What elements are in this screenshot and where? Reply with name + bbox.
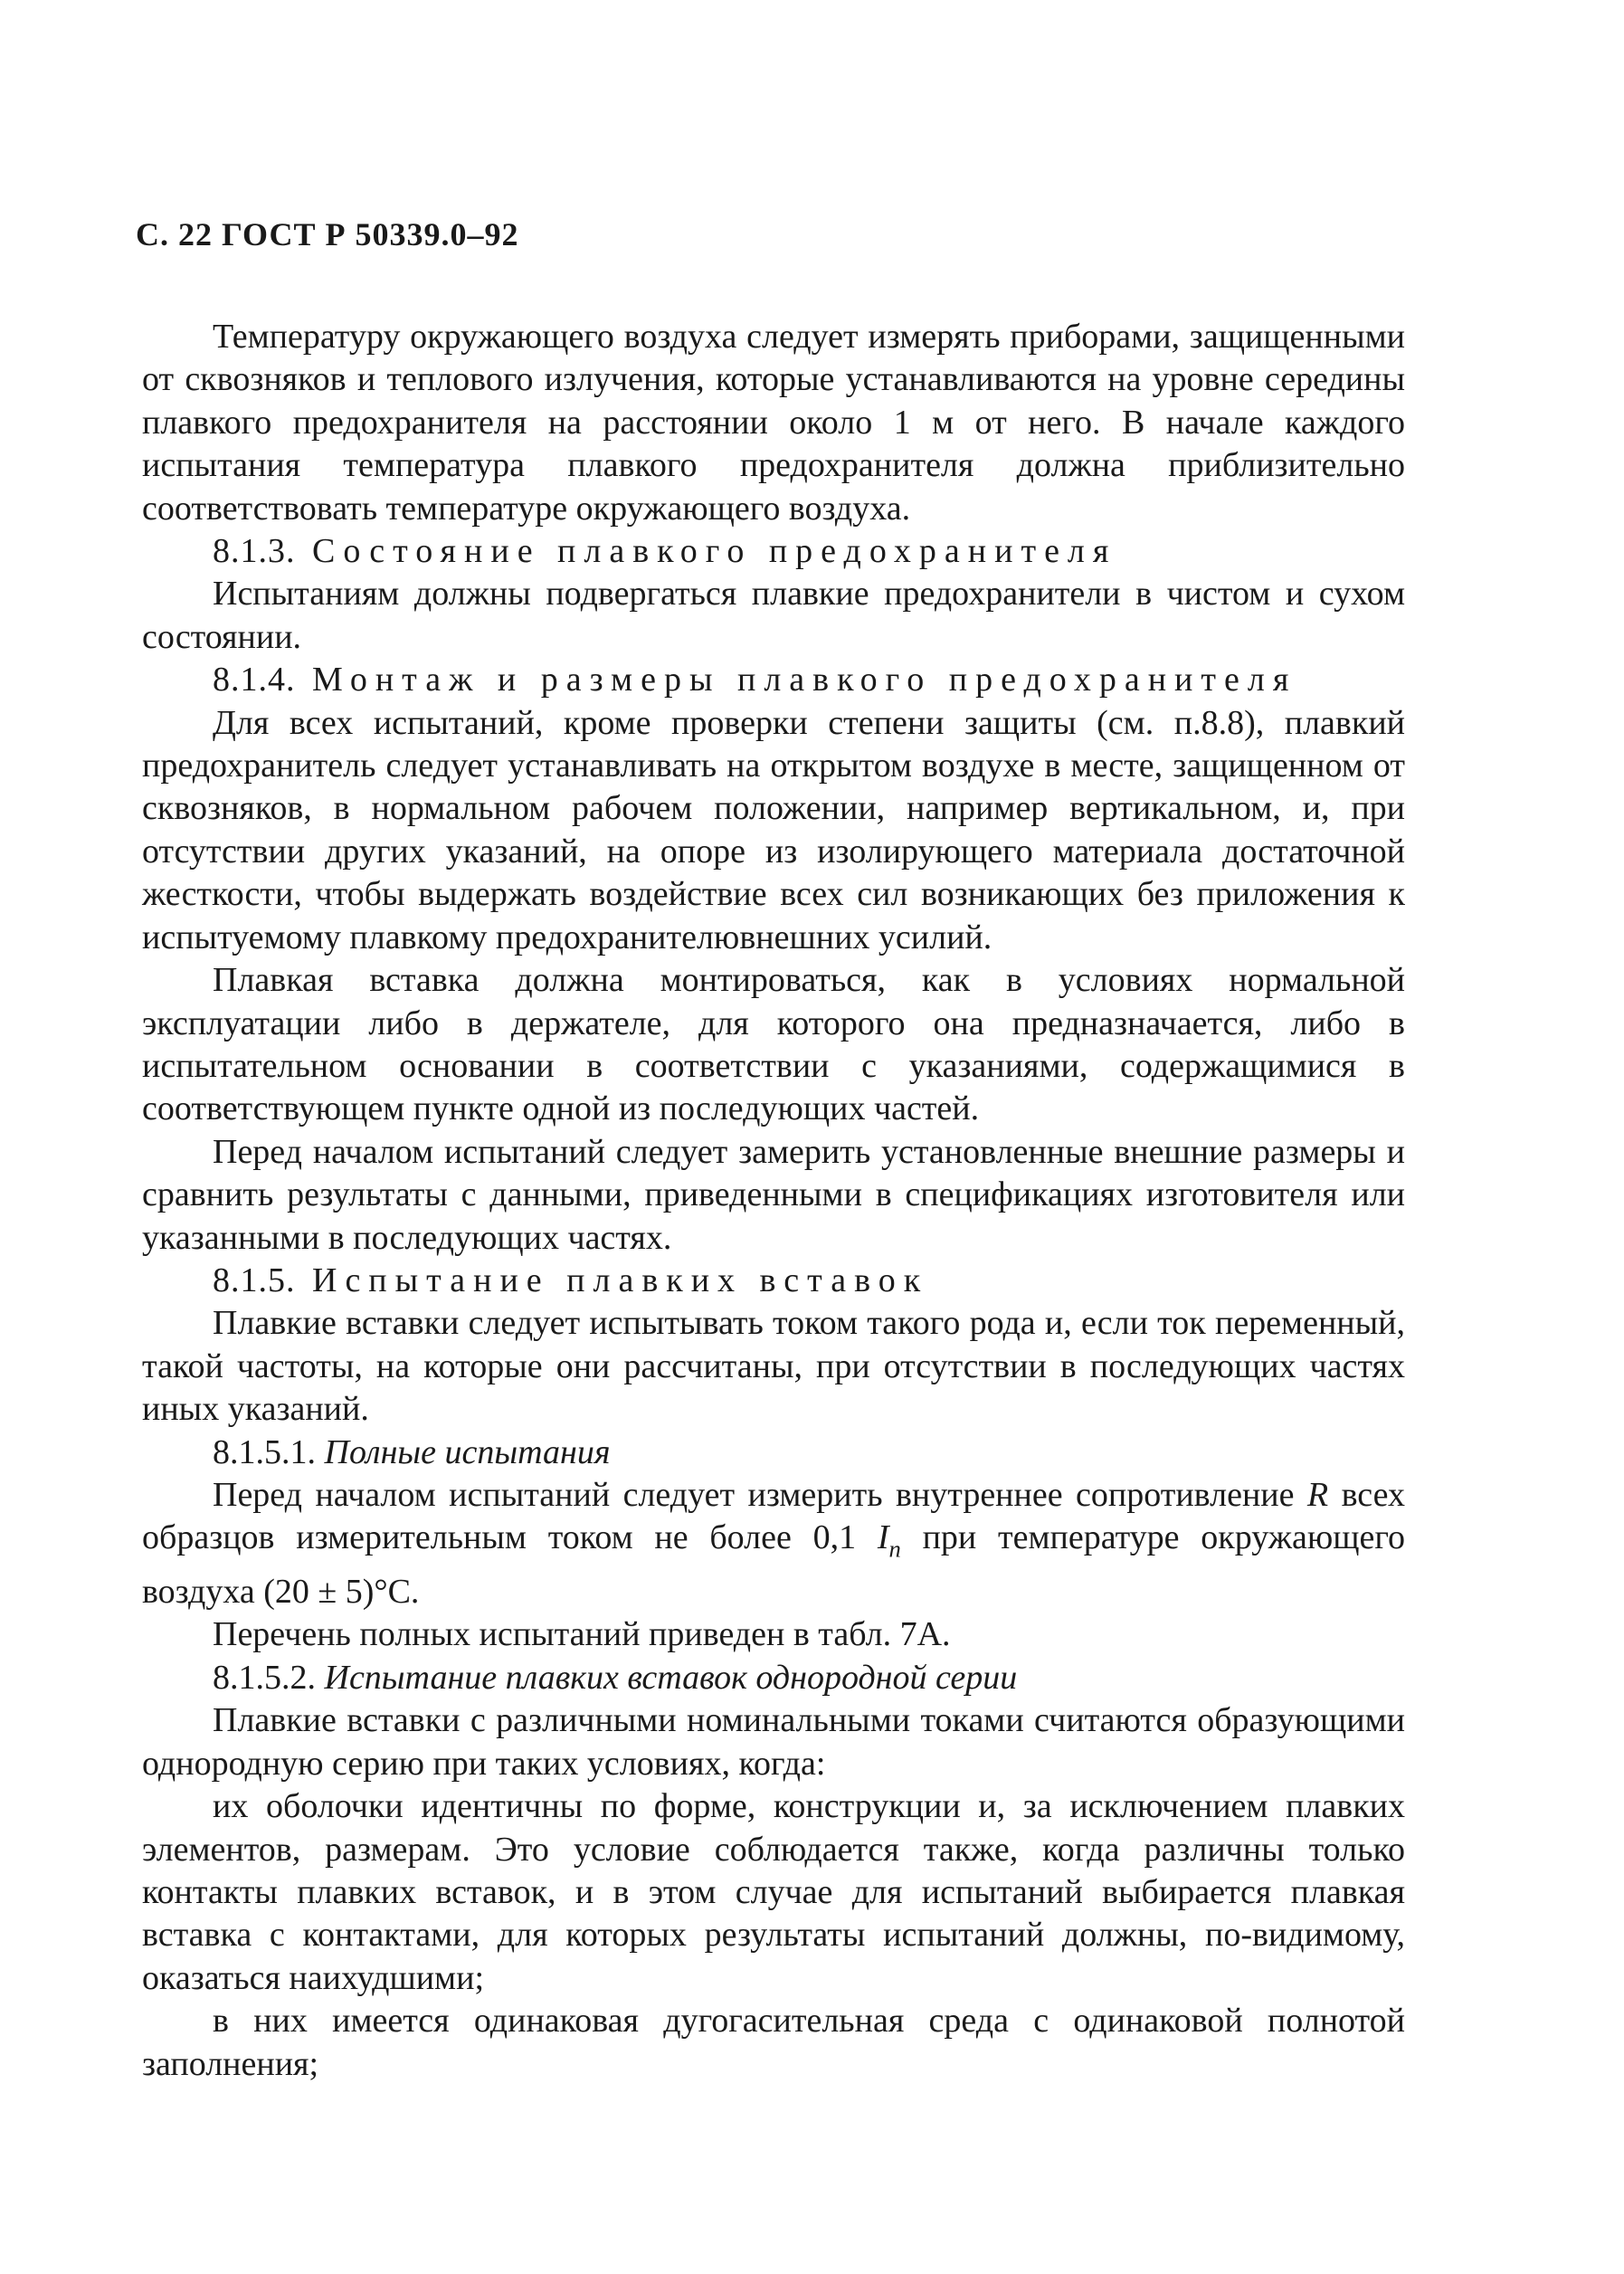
- paragraph-dimensions-check: Перед началом испытаний следует замерить установленные внешние размеры и сравнить результаты с данными, приведенными в спецификациях изготовителя или указанными в последующих частях.: [142, 1132, 1405, 1257]
- subsection-number: 8.1.5.1.: [213, 1432, 316, 1471]
- section-heading-8-1-5: [142, 1260, 1405, 1302]
- text-fragment: всех образцов измерительным током не более 0,1: [142, 1475, 1405, 1557]
- paragraph-homogeneous-series: Плавкие вставки с различными номинальными токами считаются образующими однородную серию при таких условиях, когда:: [142, 1701, 1405, 1783]
- section-number: 8.1.3.: [213, 532, 296, 571]
- subsection-heading-8-1-5-1: [142, 1432, 1405, 1474]
- paragraph-full-tests-list: Перечень полных испытаний приведен в табл. 7А.: [213, 1615, 951, 1654]
- paragraph-fuse-link-mounting: Плавкая вставка должна монтироваться, как в условиях нормальной эксплуатации либо в держателе, для которого она предназначается, либо в испытательном основании в соответствии с указаниями, содержащимися в соответствующем пункте одной из последующих частей.: [142, 961, 1405, 1128]
- subsection-title: Полные испытания: [324, 1432, 611, 1471]
- paragraph-fuse-condition: Испытаниям должны подвергаться плавкие предохранители в чистом и сухом состоянии.: [142, 575, 1405, 656]
- text-fragment: Перед началом испытаний следует измерить внутреннее сопротивление: [213, 1475, 1295, 1514]
- paragraph-test-current: Плавкие вставки следует испытывать током такого рода и, если ток переменный, такой частоты, на которые они рассчитаны, при отсутствии в последующих частях иных указаний.: [142, 1304, 1405, 1429]
- section-number: 8.1.5.: [213, 1261, 296, 1299]
- paragraph-enclosures: их оболочки идентичны по форме, конструкции и, за исключением плавких элементов, размерам. Это условие соблюдается также, когда различны только контакты плавких вставок, и в этом случае для испытаний выбирается плавкая вставка с контактами, для которых результаты испытаний должны, по-видимому, оказаться наихудшими;: [142, 1787, 1405, 1997]
- paragraph-mounting: Для всех испытаний, кроме проверки степени защиты (см. п.8.8), плавкий предохранитель следует устанавливать на открытом воздухе в месте, защищенном от сквозняков, в нормальном рабочем положении, например вертикальном, и, при отсутствии других указаний, на опоре из изолирующего материала достаточной жесткости, чтобы выдержать воздействие всех сил возникающих без приложения к испытуемому плавкому предохранителювнешних усилий.: [142, 703, 1405, 956]
- section-heading-8-1-3: [142, 530, 1405, 573]
- document-body: [142, 316, 1405, 2086]
- subsection-title: Испытание плавких вставок однородной серии: [324, 1658, 1018, 1697]
- page-header: С. 22 ГОСТ Р 50339.0–92: [136, 216, 519, 252]
- math-subscript-n: n: [888, 1535, 901, 1563]
- section-title: Монтаж и размеры плавкого предохранителя: [312, 661, 1297, 699]
- math-variable-i: I: [877, 1518, 889, 1557]
- paragraph-internal-resistance: [142, 1474, 1405, 1614]
- math-variable-r: R: [1306, 1475, 1329, 1514]
- paragraph-arc-quenching-medium: в них имеется одинаковая дугогасительная среда с одинаковой полнотой заполнения;: [142, 2002, 1405, 2083]
- section-heading-8-1-4: [142, 659, 1405, 701]
- paragraph-ambient-temperature: Температуру окружающего воздуха следует измерять приборами, защищенными от сквозняков и теплового излучения, которые устанавливаются на уровне середины плавкого предохранителя на расстоянии около 1 м от него. В начале каждого испытания температура плавкого предохранителя должна приблизительно соответствовать температуре окружающего воздуха.: [142, 318, 1405, 528]
- section-title: Состояние плавкого предохранителя: [312, 532, 1117, 571]
- section-number: 8.1.4.: [213, 661, 296, 699]
- section-title: Испытание плавких вставок: [312, 1261, 929, 1299]
- subsection-number: 8.1.5.2.: [213, 1658, 316, 1697]
- text-fragment: при температуре окружающего воздуха (20 ± 5)°С.: [142, 1518, 1406, 1612]
- subsection-heading-8-1-5-2: [142, 1657, 1405, 1699]
